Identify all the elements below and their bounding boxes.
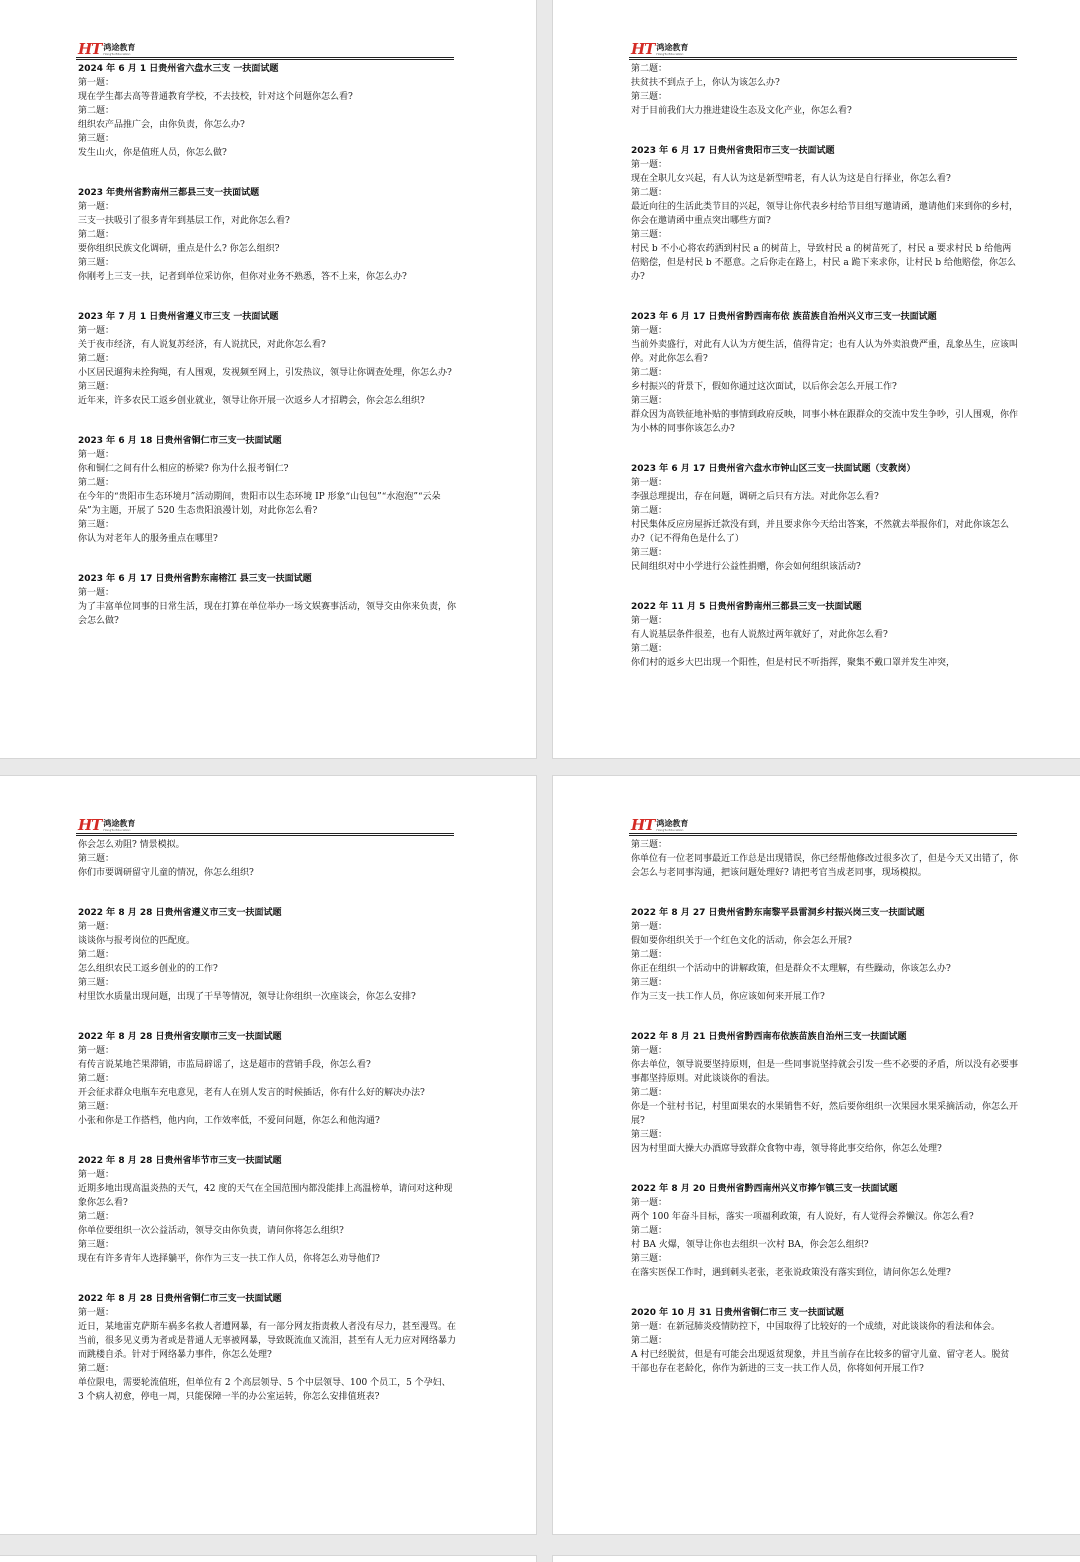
document-page-4 — [553, 776, 1080, 1534]
logo-name-en: HongTu Education — [656, 828, 684, 832]
logo-name-cn: 鸿途教育 — [656, 43, 689, 52]
document-page-1 — [0, 0, 536, 758]
exam-section — [78, 572, 456, 628]
page-content — [631, 838, 1018, 1402]
question-text: 近年来，许多农民工返乡创业就业，领导让你开展一次返乡人才招聘会，你会怎么组织? — [78, 396, 425, 406]
question-label: 第一题： — [78, 202, 115, 212]
question-label: 第二题： — [78, 230, 115, 240]
question-text: 组织农产品推广会，由你负责，你怎么办? — [78, 120, 245, 130]
section-title: 2023 年贵州省黔南州三都县三支一扶面试题 — [78, 188, 260, 198]
question-label: 第三题： — [78, 978, 115, 988]
exam-section — [631, 600, 1018, 670]
logo-mark: HT — [631, 40, 655, 58]
logo-text — [656, 820, 688, 832]
question-text: 开会征求群众电瓶车充电意见，老有人在别人发言的时候插话，你有什么好的解决办法? — [78, 1088, 425, 1098]
question-label: 第一题： — [78, 326, 115, 336]
question-text: 扶贫扶不到点子上，你认为该怎么办? — [631, 78, 780, 88]
question-label: 第二题： — [631, 644, 668, 654]
section-title: 2022 年 8 月 28 日贵州省毕节市三支一扶面试题 — [78, 1156, 282, 1166]
question-label: 第一题： — [78, 1170, 115, 1180]
question-text: 村里饮水质量出现问题，出现了干旱等情况，领导让你组织一次座谈会，你怎么安排? — [78, 992, 416, 1002]
exam-section — [78, 1292, 456, 1404]
exam-section — [631, 1030, 1018, 1156]
question-label: 第一题： — [78, 78, 115, 88]
question-text: 你刚考上三支一扶，记者到单位采访你，但你对业务不熟悉，答不上来，你怎么办? — [78, 272, 407, 282]
logo-name-cn: 鸿途教育 — [656, 819, 689, 828]
question-label: 第一题： — [631, 326, 668, 336]
question-label: 第二题： — [631, 1088, 668, 1098]
question-text: 第一题：在新冠肺炎疫情防控下，中国取得了比较好的一个成绩，对此谈谈你的看法和体会。 — [631, 1322, 1001, 1332]
question-label: 第二题： — [631, 188, 668, 198]
exam-section — [78, 1154, 456, 1266]
question-label: 第三题： — [631, 1130, 668, 1140]
question-label: 第二题： — [631, 368, 668, 378]
page-content — [78, 838, 456, 1430]
section-title: 2022 年 8 月 21 日贵州省黔西南布依族苗族自治州三支一扶面试题 — [631, 1032, 907, 1042]
page-header-logo — [631, 816, 688, 832]
question-text: 近日，某地雷克萨斯车祸多名救人者遭网暴，有一部分网友指责救人者没有尽力，甚至漫骂。在当前，很多见义勇为者或是普通人无辜被网暴，导致既流血又流泪，甚至有人无力应对网络暴力而跳楼自杀。针对于网络暴力事件，你怎么处理? — [78, 1322, 457, 1360]
logo-text — [103, 44, 135, 56]
question-label: 第三题： — [631, 396, 668, 406]
exam-section — [78, 186, 456, 284]
question-text: 村民 b 不小心将农药洒到村民 a 的树苗上，导致村民 a 的树苗死了，村民 a 要求村民 b 给他两倍赔偿，但是村民 b 不愿意。之后你走在路上，村民 a 跪下来求你，让村民 b 给他赔偿，你怎么办? — [631, 244, 1017, 282]
logo-name-en: HongTu Education — [103, 828, 131, 832]
question-label: 第二题： — [78, 1364, 115, 1374]
logo-text — [656, 44, 688, 56]
question-label: 第二题： — [631, 64, 668, 74]
question-text: 你单位有一位老同事最近工作总是出现错误，你已经帮他修改过很多次了，但是今天又出错了，你会怎么与老同事沟通，把该问题处理好? 请把考官当成老同事，现场模拟。 — [631, 854, 1019, 878]
question-label: 第一题： — [78, 450, 115, 460]
section-title: 2022 年 8 月 28 日贵州省安顺市三支一扶面试题 — [78, 1032, 282, 1042]
question-label: 第三题： — [78, 854, 115, 864]
section-title: 2023 年 7 月 1 日贵州省遵义市三支 一扶面试题 — [78, 312, 279, 322]
question-text: 近期多地出现高温炎热的天气，42 度的天气在全国范围内都没能排上高温榜单，请问对这种现象你怎么看? — [78, 1184, 453, 1208]
page-header-logo — [631, 40, 688, 56]
question-label: 第一题： — [631, 616, 668, 626]
question-label: 第三题： — [631, 548, 668, 558]
logo-text — [103, 820, 135, 832]
question-label: 第一题： — [631, 478, 668, 488]
page-header-logo — [78, 40, 135, 56]
document-page-3 — [0, 776, 536, 1534]
exam-section — [78, 906, 456, 1004]
section-title: 2022 年 8 月 28 日贵州省铜仁市三支一扶面试题 — [78, 1294, 282, 1304]
exam-section — [631, 1306, 1018, 1376]
question-text: 你正在组织一个活动中的讲解政策，但是群众不太理解，有些躁动，你该怎么办? — [631, 964, 951, 974]
exam-section — [631, 144, 1018, 284]
logo-mark: HT — [78, 816, 102, 834]
exam-section — [78, 1030, 456, 1128]
question-text: 对于目前我们大力推进建设生态及文化产业，你怎么看? — [631, 106, 852, 116]
header-rule — [76, 57, 454, 60]
question-text: 怎么组织农民工返乡创业的的工作? — [78, 964, 218, 974]
section-title: 2023 年 6 月 17 日贵州省贵阳市三支一扶面试题 — [631, 146, 835, 156]
exam-section — [631, 62, 1018, 118]
header-rule — [76, 833, 454, 836]
question-text: 你是一个驻村书记，村里面果农的水果销售不好，然后要你组织一次果园水果采摘活动，你怎么开展? — [631, 1102, 1019, 1126]
logo-mark: HT — [78, 40, 102, 58]
question-label: 第三题： — [78, 134, 115, 144]
page-content — [631, 62, 1018, 696]
question-text: 现在有许多青年人选择躺平，你作为三支一扶工作人员，你将怎么劝导他们? — [78, 1254, 380, 1264]
exam-section — [631, 1182, 1018, 1280]
question-label: 第一题： — [631, 160, 668, 170]
question-text: 有传言说某地芒果滞销，市监局辟谣了，这是超市的营销手段，你怎么看? — [78, 1060, 371, 1070]
question-text: 小区居民遛狗未拴狗绳，有人围观，发视频至网上，引发热议，领导让你调查处理，你怎么办? — [78, 368, 452, 378]
question-label: 第一题： — [631, 1198, 668, 1208]
question-text: 村民集体反应房屋拆迁款没有到，并且要求你今天给出答案，不然就去举报你们，对此你该怎么办?（记不得角色是什么了） — [631, 520, 1010, 544]
question-label: 第二题： — [78, 478, 115, 488]
section-title: 2023 年 6 月 17 日贵州省六盘水市钟山区三支一扶面试题（支教岗） — [631, 464, 916, 474]
question-label: 第二题： — [78, 354, 115, 364]
document-page-6-edge — [553, 1556, 1080, 1562]
question-text: 最近向往的生活此类节目的兴起，领导让你代表乡村给节目组写邀请函，邀请他们来到你的乡村，你会在邀请函中重点突出哪些方面? — [631, 202, 1019, 226]
question-label: 第三题： — [631, 1254, 668, 1264]
question-label: 第一题： — [78, 588, 115, 598]
question-text: 假如要你组织关于一个红色文化的活动，你会怎么开展? — [631, 936, 852, 946]
question-text: 你认为对老年人的服务重点在哪里? — [78, 534, 218, 544]
exam-section — [78, 310, 456, 408]
question-text: 在今年的“贵阳市生态环境月”活动期间，贵阳市以生态环境 IP 形象“山包包”“水泡泡”“云朵朵”为主题，开展了 520 生态贵阳浪漫计划，对此你怎么看? — [78, 492, 441, 516]
question-text: 你去单位，领导说要坚持原则，但是一些同事说坚持就会引发一些不必要的矛盾，所以没有必要事事都坚持原则。对此谈谈你的看法。 — [631, 1060, 1019, 1084]
question-text: 群众因为高铁征地补贴的事情到政府反映，同事小林在跟群众的交流中发生争吵，引人围观，你作为小林的同事你该怎么办? — [631, 410, 1019, 434]
question-label: 第三题： — [78, 382, 115, 392]
question-label: 第二题： — [631, 1336, 668, 1346]
document-page-2 — [553, 0, 1080, 758]
question-label: 第二题： — [78, 1074, 115, 1084]
question-text: 单位限电，需要轮流值班，但单位有 2 个高层领导、5 个中层领导、100 个员工，5 个孕妇、3 个病人初愈，停电一周，只能保障一半的办公室运转，你怎么安排值班表? — [78, 1378, 451, 1402]
question-text: 关于夜市经济，有人说复苏经济，有人说扰民，对此你怎么看? — [78, 340, 326, 350]
question-text: 小张和你是工作搭档，他内向，工作效率低，不爱问问题，你怎么和他沟通? — [78, 1116, 380, 1126]
question-label: 第三题： — [631, 92, 668, 102]
question-label: 第一题： — [631, 922, 668, 932]
question-label: 第二题： — [78, 1212, 115, 1222]
question-label: 第三题： — [631, 230, 668, 240]
section-title: 2023 年 6 月 17 日贵州省黔东南榕江 县三支一扶面试题 — [78, 574, 312, 584]
section-title: 2022 年 8 月 28 日贵州省遵义市三支一扶面试题 — [78, 908, 282, 918]
question-text: 你单位要组织一次公益活动，领导交由你负责，请问你将怎么组织? — [78, 1226, 344, 1236]
question-text: 现在学生都去高等普通教育学校，不去技校，针对这个问题你怎么看? — [78, 92, 353, 102]
question-text: 谈谈你与报考岗位的匹配度。 — [78, 936, 196, 946]
question-text: 发生山火，你是值班人员，你怎么做? — [78, 148, 227, 158]
question-text: 为了丰富单位同事的日常生活，现在打算在单位举办一场文娱赛事活动，领导交由你来负责，你会怎么做? — [78, 602, 457, 626]
question-label: 第一题： — [78, 1046, 115, 1056]
question-text: 要你组织民族文化调研，重点是什么? 你怎么组织? — [78, 244, 280, 254]
logo-name-cn: 鸿途教育 — [103, 43, 136, 52]
question-label: 第二题： — [631, 506, 668, 516]
logo-name-en: HongTu Education — [103, 52, 131, 56]
section-title: 2024 年 6 月 1 日贵州省六盘水三支 一扶面试题 — [78, 64, 279, 74]
question-text: 作为三支一扶工作人员，你应该如何来开展工作? — [631, 992, 825, 1002]
question-text: 在落实医保工作时，遇到刺头老张，老张说政策没有落实到位，请问你怎么处理? — [631, 1268, 951, 1278]
question-text: 村 BA 火爆，领导让你也去组织一次村 BA，你会怎么组织? — [631, 1240, 869, 1250]
question-text: 你们市要调研留守儿童的情况，你怎么组织? — [78, 868, 254, 878]
section-title: 2023 年 6 月 17 日贵州省黔西南布依 族苗族自治州兴义市三支一扶面试题 — [631, 312, 937, 322]
section-title: 2022 年 11 月 5 日贵州省黔南州三都县三支一扶面试题 — [631, 602, 862, 612]
page-content — [78, 62, 456, 654]
question-text: 你和铜仁之间有什么相应的桥梁? 你为什么报考铜仁? — [78, 464, 289, 474]
exam-section — [78, 838, 456, 880]
logo-mark: HT — [631, 816, 655, 834]
question-label: 第一题： — [78, 922, 115, 932]
exam-section — [78, 62, 456, 160]
question-label: 第三题： — [631, 840, 668, 850]
question-label: 第三题： — [78, 520, 115, 530]
section-title: 2022 年 8 月 20 日贵州省黔西南州兴义市捧乍镇三支一扶面试题 — [631, 1184, 898, 1194]
question-label: 第三题： — [631, 978, 668, 988]
exam-section — [631, 310, 1018, 436]
question-text: 你们村的返乡大巴出现一个阳性，但是村民不听指挥，聚集不戴口罩并发生冲突， — [631, 658, 956, 668]
question-label: 第三题： — [78, 1102, 115, 1112]
question-text: A 村已经脱贫，但是有可能会出现返贫现象，并且当前存在比较多的留守儿童、留守老人。脱贫干部也存在老龄化，你作为新进的三支一扶工作人员，你将如何开展工作? — [631, 1350, 1010, 1374]
question-label: 第三题： — [78, 1240, 115, 1250]
question-text: 现在全职儿女兴起，有人认为这是新型啃老，有人认为这是自行择业，你怎么看? — [631, 174, 951, 184]
exam-section — [631, 462, 1018, 574]
question-label: 第三题： — [78, 258, 115, 268]
question-label: 第一题： — [631, 1046, 668, 1056]
page-header-logo — [78, 816, 135, 832]
header-rule — [629, 57, 1017, 60]
question-text: 乡村振兴的背景下，假如你通过这次面试，以后你会怎么开展工作? — [631, 382, 897, 392]
question-label: 第二题： — [78, 106, 115, 116]
section-title: 2023 年 6 月 18 日贵州省铜仁市三支一扶面试题 — [78, 436, 282, 446]
question-label: 第二题： — [631, 1226, 668, 1236]
question-text: 你会怎么劝阻? 情景模拟。 — [78, 840, 185, 850]
document-page-5-edge — [0, 1556, 536, 1562]
exam-section — [631, 906, 1018, 1004]
question-text: 李强总理提出，存在问题，调研之后只有方法。对此你怎么看? — [631, 492, 879, 502]
question-text: 两个 100 年奋斗目标，落实一项福利政策，有人说好，有人觉得会养懒汉。你怎么看? — [631, 1212, 974, 1222]
question-label: 第二题： — [631, 950, 668, 960]
question-text: 因为村里面大操大办酒席导致群众食物中毒，领导将此事交给你，你怎么处理? — [631, 1144, 942, 1154]
header-rule — [629, 833, 1017, 836]
logo-name-cn: 鸿途教育 — [103, 819, 136, 828]
exam-section — [631, 838, 1018, 880]
section-title: 2022 年 8 月 27 日贵州省黔东南黎平县雷洞乡村振兴岗三支一扶面试题 — [631, 908, 925, 918]
question-text: 三支一扶吸引了很多青年到基层工作，对此你怎么看? — [78, 216, 290, 226]
section-title: 2020 年 10 月 31 日贵州省铜仁市三 支一扶面试题 — [631, 1308, 844, 1318]
question-label: 第二题： — [78, 950, 115, 960]
question-label: 第一题： — [78, 1308, 115, 1318]
question-text: 当前外卖盛行，对此有人认为方便生活，值得肯定；也有人认为外卖浪费严重，乱象丛生，应该叫停。对此你怎么看? — [631, 340, 1019, 364]
question-text: 有人说基层条件很差，也有人说熬过两年就好了，对此你怎么看? — [631, 630, 888, 640]
exam-section — [78, 434, 456, 546]
logo-name-en: HongTu Education — [656, 52, 684, 56]
question-text: 民间组织对中小学进行公益性捐赠，你会如何组织该活动? — [631, 562, 861, 572]
